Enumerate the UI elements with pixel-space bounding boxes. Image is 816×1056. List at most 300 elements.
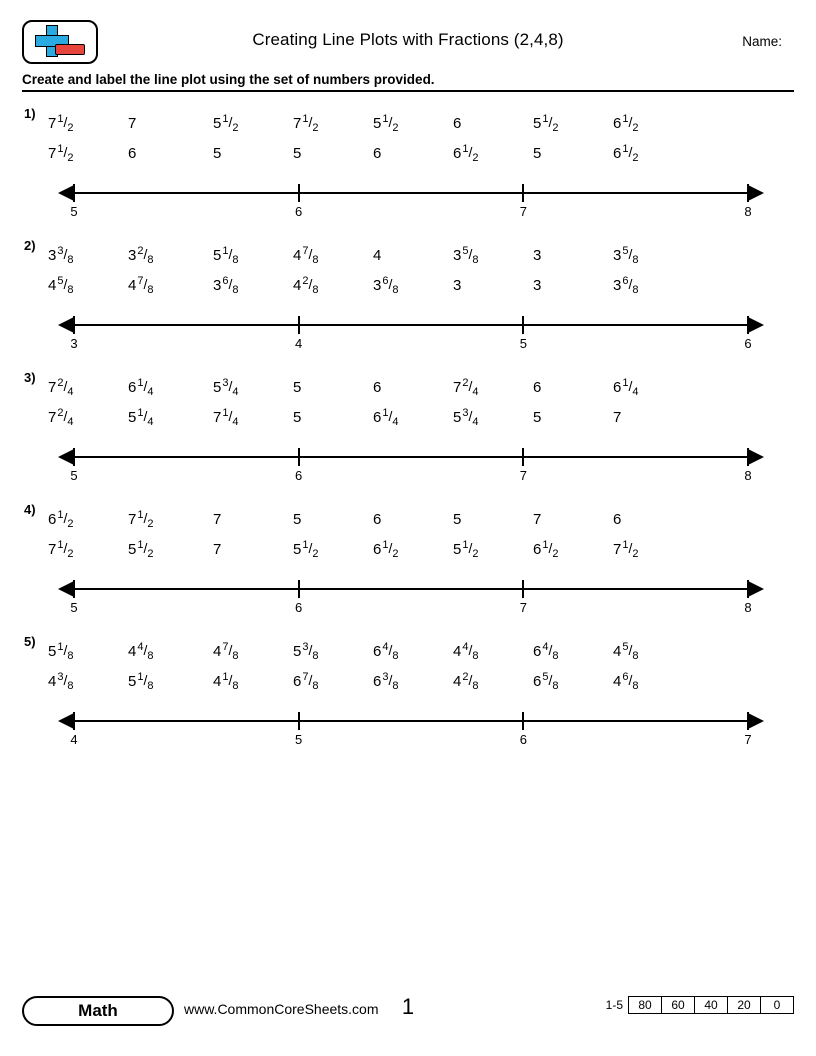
whole-part: 3: [453, 247, 462, 264]
axis-tick: [73, 448, 75, 466]
number-value: [453, 643, 533, 660]
fraction-part: 1/2: [57, 143, 74, 164]
number-value: [613, 541, 693, 558]
number-row: [48, 528, 794, 558]
whole-part: 6: [533, 673, 542, 690]
fraction-part: 4/8: [462, 641, 479, 662]
number-line[interactable]: [48, 704, 774, 752]
problem-number: 4): [24, 502, 36, 517]
number-set: [48, 498, 794, 558]
number-value: [48, 409, 128, 426]
number-value: [213, 247, 293, 264]
whole-part: 6: [373, 409, 382, 426]
problem-number: 5): [24, 634, 36, 649]
number-value: [48, 115, 128, 132]
whole-part: 4: [293, 247, 302, 264]
axis-tick: [747, 316, 749, 334]
axis-tick-label: 4: [70, 732, 78, 747]
number-row: [48, 498, 794, 528]
fraction-part: 2/4: [462, 377, 479, 398]
axis-tick: [747, 448, 749, 466]
whole-part: 7: [613, 409, 622, 426]
whole-part: 7: [213, 541, 222, 558]
number-value: [373, 379, 453, 396]
fraction-part: 6/8: [222, 275, 239, 296]
whole-part: 4: [453, 643, 462, 660]
fraction-part: 7/8: [302, 245, 319, 266]
axis-tick-label: 3: [70, 336, 78, 351]
arrow-left-icon: [58, 449, 74, 465]
whole-part: 5: [213, 115, 222, 132]
fraction-part: 1/2: [137, 509, 154, 530]
number-row: [48, 660, 794, 690]
fraction-part: 5/8: [622, 245, 639, 266]
score-box: 60: [662, 997, 695, 1013]
fraction-part: 2/8: [462, 671, 479, 692]
axis-tick-label: 6: [295, 600, 303, 615]
whole-part: 3: [533, 247, 542, 264]
number-value: [293, 379, 373, 396]
number-value: [48, 511, 128, 528]
axis-tick-label: 5: [295, 732, 303, 747]
number-value: [213, 145, 293, 162]
number-value: [613, 643, 693, 660]
whole-part: 5: [128, 409, 137, 426]
number-value: [128, 247, 213, 264]
number-value: [128, 145, 213, 162]
fraction-part: 1/8: [222, 671, 239, 692]
score-box: 20: [728, 997, 761, 1013]
number-value: [373, 673, 453, 690]
whole-part: 4: [213, 673, 222, 690]
fraction-part: 5/8: [622, 641, 639, 662]
number-line[interactable]: [48, 176, 774, 224]
number-line[interactable]: [48, 440, 774, 488]
arrow-left-icon: [58, 581, 74, 597]
whole-part: 4: [613, 673, 622, 690]
fraction-part: 3/4: [462, 407, 479, 428]
whole-part: 5: [293, 409, 302, 426]
number-value: [48, 643, 128, 660]
axis-tick: [747, 184, 749, 202]
whole-part: 5: [128, 673, 137, 690]
fraction-part: 1/2: [302, 113, 319, 134]
number-line-axis: [74, 192, 748, 194]
problem-2: [22, 234, 794, 356]
whole-part: 4: [48, 673, 57, 690]
number-value: [453, 115, 533, 132]
number-value: [453, 673, 533, 690]
whole-part: 6: [373, 145, 382, 162]
page-header: [22, 18, 794, 66]
axis-tick: [298, 448, 300, 466]
whole-part: 7: [48, 115, 57, 132]
number-value: [453, 247, 533, 264]
whole-part: 5: [48, 643, 57, 660]
axis-tick: [298, 184, 300, 202]
problem-number: 2): [24, 238, 36, 253]
number-value: [128, 673, 213, 690]
whole-part: 6: [613, 145, 622, 162]
whole-part: 7: [48, 145, 57, 162]
whole-part: 5: [128, 541, 137, 558]
problem-1: [22, 102, 794, 224]
fraction-part: 1/2: [57, 509, 74, 530]
whole-part: 7: [533, 511, 542, 528]
axis-tick-label: 5: [70, 204, 78, 219]
number-value: [453, 277, 533, 294]
number-value: [48, 247, 128, 264]
number-value: [293, 673, 373, 690]
number-value: [48, 541, 128, 558]
axis-tick: [73, 580, 75, 598]
number-line[interactable]: [48, 572, 774, 620]
problems-container: [22, 102, 794, 752]
number-value: [48, 673, 128, 690]
whole-part: 7: [453, 379, 462, 396]
arrow-right-icon: [748, 449, 764, 465]
score-range: 1-5: [605, 998, 623, 1012]
axis-tick-label: 8: [744, 204, 752, 219]
page-title: Creating Line Plots with Fractions (2,4,8): [252, 30, 564, 49]
arrow-right-icon: [748, 713, 764, 729]
fraction-part: 1/2: [542, 539, 559, 560]
axis-tick: [522, 712, 524, 730]
number-value: [613, 145, 693, 162]
number-set: [48, 102, 794, 162]
fraction-part: 1/2: [302, 539, 319, 560]
axis-tick-label: 7: [519, 204, 527, 219]
problem-5: [22, 630, 794, 752]
whole-part: 4: [128, 277, 137, 294]
number-value: [533, 247, 613, 264]
number-value: [453, 409, 533, 426]
fraction-part: 3/8: [57, 671, 74, 692]
website-url: www.CommonCoreSheets.com: [184, 1001, 379, 1017]
problem-3: [22, 366, 794, 488]
number-value: [533, 379, 613, 396]
arrow-right-icon: [748, 317, 764, 333]
whole-part: 3: [613, 247, 622, 264]
number-value: [128, 511, 213, 528]
number-value: [213, 115, 293, 132]
whole-part: 5: [533, 115, 542, 132]
whole-part: 5: [453, 511, 462, 528]
whole-part: 6: [613, 379, 622, 396]
fraction-part: 5/8: [57, 275, 74, 296]
number-value: [293, 115, 373, 132]
score-box: 80: [629, 997, 662, 1013]
fraction-part: 1/2: [542, 113, 559, 134]
number-value: [373, 277, 453, 294]
fraction-part: 1/8: [137, 671, 154, 692]
whole-part: 4: [453, 673, 462, 690]
fraction-part: 1/8: [222, 245, 239, 266]
number-value: [373, 541, 453, 558]
whole-part: 6: [533, 541, 542, 558]
whole-part: 3: [128, 247, 137, 264]
number-value: [453, 145, 533, 162]
number-value: [373, 115, 453, 132]
whole-part: 3: [453, 277, 462, 294]
number-value: [213, 277, 293, 294]
number-value: [453, 541, 533, 558]
number-value: [293, 511, 373, 528]
whole-part: 7: [213, 511, 222, 528]
whole-part: 5: [213, 379, 222, 396]
number-value: [533, 409, 613, 426]
number-value: [128, 643, 213, 660]
whole-part: 3: [373, 277, 382, 294]
fraction-part: 2/8: [137, 245, 154, 266]
fraction-part: 2/4: [57, 407, 74, 428]
whole-part: 6: [373, 511, 382, 528]
number-set: [48, 630, 794, 690]
number-value: [293, 247, 373, 264]
number-row: [48, 132, 794, 162]
arrow-right-icon: [748, 581, 764, 597]
whole-part: 5: [533, 145, 542, 162]
problem-number: 3): [24, 370, 36, 385]
page-number: 1: [401, 994, 415, 1019]
whole-part: 4: [373, 247, 382, 264]
axis-tick: [522, 448, 524, 466]
score-boxes: [628, 996, 794, 1014]
number-value: [128, 541, 213, 558]
number-line-axis: [74, 720, 748, 722]
score-box: 0: [773, 998, 781, 1012]
fraction-part: 4/8: [382, 641, 399, 662]
whole-part: 5: [453, 541, 462, 558]
axis-tick-label: 7: [744, 732, 752, 747]
whole-part: 4: [613, 643, 622, 660]
whole-part: 6: [533, 643, 542, 660]
number-value: [293, 541, 373, 558]
number-value: [533, 511, 613, 528]
number-line[interactable]: [48, 308, 774, 356]
number-row: [48, 366, 794, 396]
axis-tick: [747, 712, 749, 730]
fraction-part: 1/4: [137, 407, 154, 428]
number-value: [213, 541, 293, 558]
whole-part: 5: [293, 145, 302, 162]
fraction-part: 2/8: [302, 275, 319, 296]
fraction-part: 1/4: [382, 407, 399, 428]
whole-part: 3: [613, 277, 622, 294]
fraction-part: 7/8: [302, 671, 319, 692]
number-value: [613, 511, 693, 528]
page-footer: [22, 996, 794, 1038]
number-value: [453, 379, 533, 396]
axis-tick-label: 8: [744, 600, 752, 615]
whole-part: 7: [128, 115, 137, 132]
fraction-part: 6/8: [382, 275, 399, 296]
axis-tick-label: 5: [70, 600, 78, 615]
whole-part: 6: [373, 643, 382, 660]
number-value: [613, 277, 693, 294]
fraction-part: 1/2: [222, 113, 239, 134]
number-value: [128, 409, 213, 426]
fraction-part: 3/8: [57, 245, 74, 266]
whole-part: 6: [373, 541, 382, 558]
fraction-part: 7/8: [137, 275, 154, 296]
axis-tick-label: 6: [519, 732, 527, 747]
number-line-axis: [74, 588, 748, 590]
fraction-part: 5/8: [542, 671, 559, 692]
whole-part: 4: [48, 277, 57, 294]
number-value: [213, 379, 293, 396]
number-set: [48, 234, 794, 294]
whole-part: 5: [293, 643, 302, 660]
arrow-left-icon: [58, 317, 74, 333]
arrow-right-icon: [748, 185, 764, 201]
axis-tick-label: 6: [295, 468, 303, 483]
whole-part: 3: [213, 277, 222, 294]
fraction-part: 6/8: [622, 275, 639, 296]
axis-tick-label: 4: [295, 336, 303, 351]
number-value: [213, 511, 293, 528]
number-value: [128, 277, 213, 294]
whole-part: 6: [533, 379, 542, 396]
problem-4: [22, 498, 794, 620]
number-value: [533, 643, 613, 660]
number-value: [373, 511, 453, 528]
axis-tick: [73, 316, 75, 334]
number-row: [48, 234, 794, 264]
arrow-left-icon: [58, 713, 74, 729]
fraction-part: 4/8: [137, 641, 154, 662]
whole-part: 6: [293, 673, 302, 690]
number-row: [48, 630, 794, 660]
number-value: [293, 277, 373, 294]
whole-part: 7: [613, 541, 622, 558]
whole-part: 3: [48, 247, 57, 264]
axis-tick: [73, 184, 75, 202]
axis-tick-label: 7: [519, 600, 527, 615]
fraction-part: 1/8: [57, 641, 74, 662]
number-value: [213, 673, 293, 690]
whole-part: 5: [373, 115, 382, 132]
whole-part: 6: [128, 379, 137, 396]
score-key: [606, 996, 794, 1014]
whole-part: 6: [373, 673, 382, 690]
number-value: [213, 409, 293, 426]
fraction-part: 1/2: [57, 539, 74, 560]
fraction-part: 1/4: [222, 407, 239, 428]
whole-part: 7: [128, 511, 137, 528]
whole-part: 4: [128, 643, 137, 660]
number-value: [533, 115, 613, 132]
number-row: [48, 264, 794, 294]
number-value: [293, 409, 373, 426]
number-line-axis: [74, 456, 748, 458]
problem-number: 1): [24, 106, 36, 121]
fraction-part: 5/8: [462, 245, 479, 266]
axis-tick: [298, 316, 300, 334]
number-value: [613, 409, 693, 426]
whole-part: 3: [533, 277, 542, 294]
whole-part: 6: [453, 145, 462, 162]
number-row: [48, 396, 794, 426]
fraction-part: 3/4: [222, 377, 239, 398]
fraction-part: 4/8: [542, 641, 559, 662]
fraction-part: 1/2: [622, 143, 639, 164]
number-value: [128, 115, 213, 132]
axis-tick-label: 6: [744, 336, 752, 351]
axis-tick: [73, 712, 75, 730]
number-value: [373, 643, 453, 660]
axis-tick: [522, 316, 524, 334]
fraction-part: 1/2: [382, 539, 399, 560]
axis-tick: [298, 580, 300, 598]
fraction-part: 3/8: [382, 671, 399, 692]
whole-part: 6: [128, 145, 137, 162]
number-line-axis: [74, 324, 748, 326]
name-label: Name:: [742, 34, 782, 49]
whole-part: 6: [48, 511, 57, 528]
whole-part: 7: [48, 409, 57, 426]
whole-part: 5: [533, 409, 542, 426]
whole-part: 7: [48, 379, 57, 396]
whole-part: 7: [48, 541, 57, 558]
fraction-part: 6/8: [622, 671, 639, 692]
number-value: [48, 379, 128, 396]
axis-tick-label: 5: [70, 468, 78, 483]
number-value: [373, 247, 453, 264]
axis-tick-label: 7: [519, 468, 527, 483]
number-value: [533, 277, 613, 294]
whole-part: 5: [213, 145, 222, 162]
number-row: [48, 102, 794, 132]
fraction-part: 7/8: [222, 641, 239, 662]
whole-part: 4: [213, 643, 222, 660]
score-box: 40: [695, 997, 728, 1013]
number-value: [293, 643, 373, 660]
number-value: [213, 643, 293, 660]
fraction-part: 1/2: [462, 143, 479, 164]
number-value: [613, 379, 693, 396]
number-value: [613, 673, 693, 690]
fraction-part: 2/4: [57, 377, 74, 398]
arrow-left-icon: [58, 185, 74, 201]
whole-part: 4: [293, 277, 302, 294]
number-value: [293, 145, 373, 162]
whole-part: 5: [213, 247, 222, 264]
axis-tick: [298, 712, 300, 730]
fraction-part: 1/2: [382, 113, 399, 134]
number-value: [613, 115, 693, 132]
number-set: [48, 366, 794, 426]
header-divider: [22, 90, 794, 92]
number-value: [373, 409, 453, 426]
whole-part: 5: [453, 409, 462, 426]
fraction-part: 1/2: [622, 539, 639, 560]
fraction-part: 1/2: [462, 539, 479, 560]
number-value: [613, 247, 693, 264]
number-value: [533, 673, 613, 690]
instructions-text: Create and label the line plot using the set of numbers provided.: [22, 72, 435, 87]
fraction-part: 1/4: [137, 377, 154, 398]
whole-part: 7: [293, 115, 302, 132]
number-value: [453, 511, 533, 528]
whole-part: 7: [213, 409, 222, 426]
whole-part: 6: [373, 379, 382, 396]
fraction-part: 1/4: [622, 377, 639, 398]
whole-part: 6: [613, 115, 622, 132]
fraction-part: 1/2: [137, 539, 154, 560]
whole-part: 5: [293, 511, 302, 528]
axis-tick-label: 6: [295, 204, 303, 219]
